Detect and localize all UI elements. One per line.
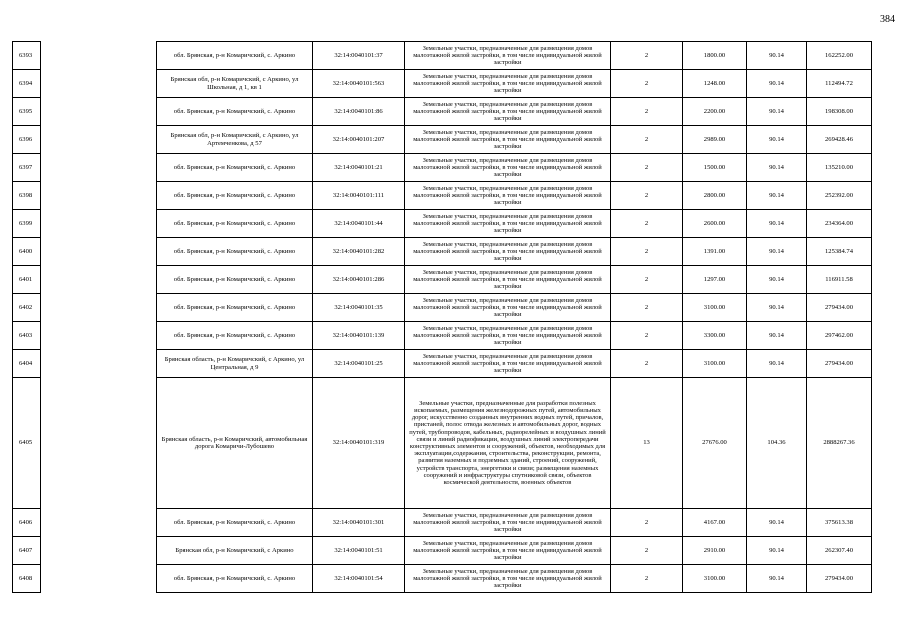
group-cell: 2	[611, 126, 683, 154]
table-row	[13, 210, 872, 238]
spacer-cell	[41, 266, 157, 294]
land-use-cell: Земельные участки, предназначенные для размещения домов малоэтажной жилой застройки, в том числе индивидуальной жилой застройки	[405, 70, 611, 98]
row-number: 6395	[13, 98, 41, 126]
spacer-cell	[41, 350, 157, 378]
table-row	[13, 565, 872, 593]
row-number: 6405	[13, 378, 41, 509]
table-row	[13, 322, 872, 350]
row-number: 6406	[13, 509, 41, 537]
address-cell: Брянская обл, р-н Комаричский, с Аркино, ул Артемченкова, д 57	[157, 126, 313, 154]
address-cell: обл. Брянская, р-н Комаричский, с. Аркино	[157, 98, 313, 126]
area-cell: 3100.00	[683, 565, 747, 593]
area-cell: 27676.00	[683, 378, 747, 509]
land-use-cell: Земельные участки, предназначенные для размещения домов малоэтажной жилой застройки, в том числе индивидуальной жилой застройки	[405, 154, 611, 182]
address-cell: Брянская обл, р-н Комаричский, с Аркино, ул Школьная, д 1, кв 1	[157, 70, 313, 98]
cadastral-number-cell: 32:14:0040101:111	[313, 182, 405, 210]
cadastral-number-cell: 32:14:0040101:301	[313, 509, 405, 537]
group-cell: 2	[611, 154, 683, 182]
group-cell: 2	[611, 210, 683, 238]
rate-cell: 90.14	[747, 238, 807, 266]
group-cell: 2	[611, 70, 683, 98]
row-number: 6397	[13, 154, 41, 182]
cadastral-value-cell: 279434.00	[807, 294, 872, 322]
table-row	[13, 70, 872, 98]
table-row	[13, 537, 872, 565]
cadastral-number-cell: 32:14:0040101:282	[313, 238, 405, 266]
cadastral-value-cell: 262307.40	[807, 537, 872, 565]
table-row	[13, 294, 872, 322]
area-cell: 1500.00	[683, 154, 747, 182]
table-row	[13, 266, 872, 294]
cadastral-number-cell: 32:14:0040101:319	[313, 378, 405, 509]
rate-cell: 90.14	[747, 70, 807, 98]
table-row	[13, 350, 872, 378]
spacer-cell	[41, 378, 157, 509]
table-row	[13, 182, 872, 210]
address-cell: Брянская область, р-н Комаричский, с Аркино, ул Центральная, д 9	[157, 350, 313, 378]
area-cell: 2800.00	[683, 182, 747, 210]
rate-cell: 90.14	[747, 182, 807, 210]
address-cell: Брянская обл, р-н Комаричский, с Аркино	[157, 537, 313, 565]
land-use-cell: Земельные участки, предназначенные для разработки полезных ископаемых, размещения железнодорожных путей, автомобильных дорог, искусственно созданных внутренних водных путей, причалов, пристаней, полос отвода железных и автомобильных дорог, водных путей, трубопроводов, кабельных, радиорелейных и воздушных линий связи и линий радиофикации, воздушных линий электропередачи конструктивных элементов и сооружений, объектов, необходимых для эксплуатации,содержания, строительства, реконструкции, ремонта, развития наземных и подземных зданий, строений, сооружений, устройств транспорта, энергетики и связи; размещения наземных сооружений и инфраструктуры спутниковой связи, объектов космической деятельности, военных объектов	[405, 378, 611, 509]
spacer-cell	[41, 238, 157, 266]
land-use-cell: Земельные участки, предназначенные для размещения домов малоэтажной жилой застройки, в том числе индивидуальной жилой застройки	[405, 238, 611, 266]
rate-cell: 90.14	[747, 537, 807, 565]
spacer-cell	[41, 42, 157, 70]
spacer-cell	[41, 154, 157, 182]
table-row	[13, 98, 872, 126]
cadastral-value-cell: 297462.00	[807, 322, 872, 350]
group-cell: 2	[611, 98, 683, 126]
page-number: 384	[880, 14, 895, 25]
cadastral-number-cell: 32:14:0040101:207	[313, 126, 405, 154]
cadastral-value-cell: 162252.00	[807, 42, 872, 70]
row-number: 6407	[13, 537, 41, 565]
row-number: 6404	[13, 350, 41, 378]
spacer-cell	[41, 182, 157, 210]
table-row	[13, 238, 872, 266]
land-use-cell: Земельные участки, предназначенные для размещения домов малоэтажной жилой застройки, в том числе индивидуальной жилой застройки	[405, 210, 611, 238]
spacer-cell	[41, 98, 157, 126]
rate-cell: 90.14	[747, 509, 807, 537]
spacer-cell	[41, 126, 157, 154]
address-cell: обл. Брянская, р-н Комаричский, с. Аркино	[157, 154, 313, 182]
group-cell: 2	[611, 238, 683, 266]
group-cell: 2	[611, 350, 683, 378]
cadastral-value-cell: 116911.58	[807, 266, 872, 294]
spacer-cell	[41, 537, 157, 565]
spacer-cell	[41, 70, 157, 98]
rate-cell: 90.14	[747, 294, 807, 322]
cadastral-value-cell: 135210.00	[807, 154, 872, 182]
land-use-cell: Земельные участки, предназначенные для размещения домов малоэтажной жилой застройки, в том числе индивидуальной жилой застройки	[405, 266, 611, 294]
table-row	[13, 378, 872, 509]
group-cell: 2	[611, 294, 683, 322]
group-cell: 2	[611, 565, 683, 593]
rate-cell: 104.36	[747, 378, 807, 509]
land-use-cell: Земельные участки, предназначенные для размещения домов малоэтажной жилой застройки, в том числе индивидуальной жилой застройки	[405, 98, 611, 126]
land-use-cell: Земельные участки, предназначенные для размещения домов малоэтажной жилой застройки, в том числе индивидуальной жилой застройки	[405, 537, 611, 565]
group-cell: 2	[611, 537, 683, 565]
row-number: 6399	[13, 210, 41, 238]
rate-cell: 90.14	[747, 210, 807, 238]
row-number: 6396	[13, 126, 41, 154]
row-number: 6401	[13, 266, 41, 294]
address-cell: Брянская область, р-н Комаричский, автомобильная дорога Комаричи-Лубошево	[157, 378, 313, 509]
row-number: 6394	[13, 70, 41, 98]
area-cell: 2910.00	[683, 537, 747, 565]
cadastral-value-cell: 125384.74	[807, 238, 872, 266]
area-cell: 1391.00	[683, 238, 747, 266]
spacer-cell	[41, 294, 157, 322]
area-cell: 3100.00	[683, 350, 747, 378]
cadastral-number-cell: 32:14:0040101:37	[313, 42, 405, 70]
address-cell: обл. Брянская, р-н Комаричский, с. Аркино	[157, 238, 313, 266]
area-cell: 1297.00	[683, 266, 747, 294]
cadastral-number-cell: 32:14:0040101:25	[313, 350, 405, 378]
group-cell: 2	[611, 42, 683, 70]
address-cell: обл. Брянская, р-н Комаричский, с. Аркино	[157, 182, 313, 210]
table-row	[13, 509, 872, 537]
spacer-cell	[41, 210, 157, 238]
row-number: 6398	[13, 182, 41, 210]
table-body	[13, 42, 872, 593]
land-use-cell: Земельные участки, предназначенные для размещения домов малоэтажной жилой застройки, в том числе индивидуальной жилой застройки	[405, 509, 611, 537]
row-number: 6408	[13, 565, 41, 593]
area-cell: 1248.00	[683, 70, 747, 98]
area-cell: 2600.00	[683, 210, 747, 238]
cadastral-number-cell: 32:14:0040101:563	[313, 70, 405, 98]
row-number: 6403	[13, 322, 41, 350]
cadastral-value-cell: 2888267.36	[807, 378, 872, 509]
address-cell: обл. Брянская, р-н Комаричский, с. Аркино	[157, 266, 313, 294]
rate-cell: 90.14	[747, 266, 807, 294]
area-cell: 3300.00	[683, 322, 747, 350]
spacer-cell	[41, 509, 157, 537]
address-cell: обл. Брянская, р-н Комаричский, с. Аркино	[157, 42, 313, 70]
address-cell: обл. Брянская, р-н Комаричский, с. Аркино	[157, 565, 313, 593]
rate-cell: 90.14	[747, 126, 807, 154]
land-use-cell: Земельные участки, предназначенные для размещения домов малоэтажной жилой застройки, в том числе индивидуальной жилой застройки	[405, 350, 611, 378]
address-cell: обл. Брянская, р-н Комаричский, с. Аркино	[157, 322, 313, 350]
cadastral-value-cell: 198308.00	[807, 98, 872, 126]
land-use-cell: Земельные участки, предназначенные для размещения домов малоэтажной жилой застройки, в том числе индивидуальной жилой застройки	[405, 42, 611, 70]
spacer-cell	[41, 322, 157, 350]
rate-cell: 90.14	[747, 565, 807, 593]
rate-cell: 90.14	[747, 98, 807, 126]
area-cell: 4167.00	[683, 509, 747, 537]
cadastral-number-cell: 32:14:0040101:286	[313, 266, 405, 294]
table-row	[13, 42, 872, 70]
rate-cell: 90.14	[747, 322, 807, 350]
address-cell: обл. Брянская, р-н Комаричский, с. Аркино	[157, 509, 313, 537]
cadastral-value-cell: 252392.00	[807, 182, 872, 210]
cadastral-number-cell: 32:14:0040101:86	[313, 98, 405, 126]
cadastral-value-cell: 269428.46	[807, 126, 872, 154]
land-use-cell: Земельные участки, предназначенные для размещения домов малоэтажной жилой застройки, в том числе индивидуальной жилой застройки	[405, 126, 611, 154]
area-cell: 2989.00	[683, 126, 747, 154]
group-cell: 2	[611, 322, 683, 350]
land-use-cell: Земельные участки, предназначенные для размещения домов малоэтажной жилой застройки, в том числе индивидуальной жилой застройки	[405, 182, 611, 210]
cadastral-value-cell: 279434.00	[807, 565, 872, 593]
address-cell: обл. Брянская, р-н Комаричский, с. Аркино	[157, 210, 313, 238]
group-cell: 2	[611, 266, 683, 294]
group-cell: 2	[611, 182, 683, 210]
cadastral-value-table	[12, 41, 872, 593]
table-row	[13, 126, 872, 154]
group-cell: 13	[611, 378, 683, 509]
cadastral-number-cell: 32:14:0040101:139	[313, 322, 405, 350]
cadastral-number-cell: 32:14:0040101:44	[313, 210, 405, 238]
table-row	[13, 154, 872, 182]
cadastral-value-cell: 112494.72	[807, 70, 872, 98]
area-cell: 1800.00	[683, 42, 747, 70]
rate-cell: 90.14	[747, 42, 807, 70]
rate-cell: 90.14	[747, 350, 807, 378]
area-cell: 2200.00	[683, 98, 747, 126]
cadastral-value-cell: 375613.38	[807, 509, 872, 537]
land-use-cell: Земельные участки, предназначенные для размещения домов малоэтажной жилой застройки, в том числе индивидуальной жилой застройки	[405, 294, 611, 322]
row-number: 6400	[13, 238, 41, 266]
row-number: 6402	[13, 294, 41, 322]
cadastral-value-cell: 279434.00	[807, 350, 872, 378]
cadastral-number-cell: 32:14:0040101:54	[313, 565, 405, 593]
spacer-cell	[41, 565, 157, 593]
cadastral-number-cell: 32:14:0040101:51	[313, 537, 405, 565]
row-number: 6393	[13, 42, 41, 70]
land-use-cell: Земельные участки, предназначенные для размещения домов малоэтажной жилой застройки, в том числе индивидуальной жилой застройки	[405, 322, 611, 350]
cadastral-number-cell: 32:14:0040101:35	[313, 294, 405, 322]
address-cell: обл. Брянская, р-н Комаричский, с. Аркино	[157, 294, 313, 322]
group-cell: 2	[611, 509, 683, 537]
cadastral-value-cell: 234364.00	[807, 210, 872, 238]
rate-cell: 90.14	[747, 154, 807, 182]
area-cell: 3100.00	[683, 294, 747, 322]
cadastral-number-cell: 32:14:0040101:21	[313, 154, 405, 182]
land-use-cell: Земельные участки, предназначенные для размещения домов малоэтажной жилой застройки, в том числе индивидуальной жилой застройки	[405, 565, 611, 593]
